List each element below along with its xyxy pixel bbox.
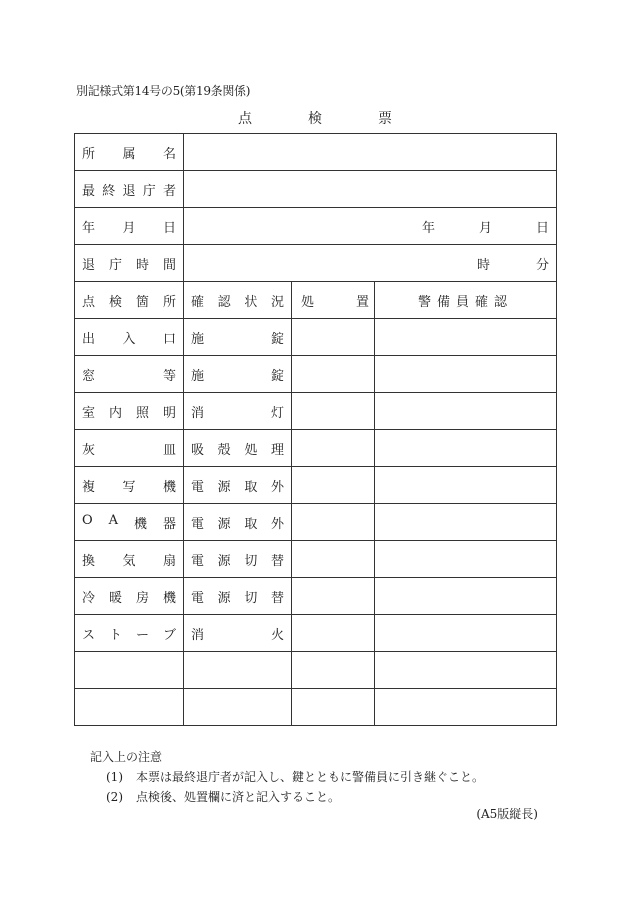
page-title	[0, 108, 630, 128]
action-cell[interactable]	[292, 319, 375, 356]
guard-confirm-cell[interactable]	[375, 541, 557, 578]
header-row	[75, 245, 557, 282]
table-row	[75, 652, 557, 689]
header-row-value[interactable]	[184, 134, 557, 171]
header-row-value[interactable]: 時 分	[184, 245, 557, 282]
title-char: 検	[308, 111, 322, 127]
check-status: 消 灯	[191, 405, 284, 421]
inspection-table	[74, 133, 557, 726]
check-status: 電 源 取 外	[191, 516, 284, 532]
title-char: 票	[378, 111, 392, 127]
inspection-place: 灰 皿	[82, 442, 176, 458]
table-row	[75, 615, 557, 652]
action-cell[interactable]	[292, 393, 375, 430]
header-row	[75, 171, 557, 208]
table-row	[75, 504, 557, 541]
guard-confirm-cell[interactable]	[375, 652, 557, 689]
inspection-place: 冷 暖 房 機	[82, 590, 176, 606]
guard-confirm-cell[interactable]	[375, 430, 557, 467]
guard-confirm-cell[interactable]	[375, 356, 557, 393]
table-row	[75, 430, 557, 467]
header-row-label: 年 月 日	[82, 220, 176, 236]
table-row	[75, 578, 557, 615]
title-char: 点	[238, 111, 252, 127]
notes-heading: 記入上の注意	[90, 750, 163, 764]
column-header: 確 認 状 況	[191, 294, 284, 310]
check-status: 電 源 切 替	[191, 553, 284, 569]
action-cell[interactable]	[292, 356, 375, 393]
guard-confirm-cell[interactable]	[375, 578, 557, 615]
action-cell[interactable]	[292, 430, 375, 467]
check-status: 消 火	[191, 627, 284, 643]
action-cell[interactable]	[292, 578, 375, 615]
header-row-label: 最 終 退 庁 者	[82, 183, 176, 199]
table-row	[75, 541, 557, 578]
check-status: 電 源 切 替	[191, 590, 284, 606]
guard-confirm-cell[interactable]	[375, 504, 557, 541]
column-header: 警備員確認	[417, 294, 513, 310]
table-row	[75, 319, 557, 356]
table-row	[75, 393, 557, 430]
note-item	[90, 787, 484, 807]
guard-confirm-cell[interactable]	[375, 615, 557, 652]
note-number: (1)	[106, 770, 123, 784]
check-status: 吸 殻 処 理	[191, 442, 284, 458]
check-status: 電 源 取 外	[191, 479, 284, 495]
inspection-place: O A 機 器	[82, 512, 176, 532]
form-reference: 別記様式第14号の5(第19条関係)	[76, 84, 251, 98]
action-cell[interactable]	[292, 541, 375, 578]
size-note: (A5版縦長)	[476, 807, 538, 821]
note-text: 本票は最終退庁者が記入し、鍵とともに警備員に引き継ぐこと。	[136, 770, 485, 784]
note-number: (2)	[106, 790, 123, 804]
table-row	[75, 689, 557, 726]
header-row	[75, 208, 557, 245]
column-header-row	[75, 282, 557, 319]
table-row	[75, 467, 557, 504]
guard-confirm-cell[interactable]	[375, 319, 557, 356]
action-cell[interactable]	[292, 689, 375, 726]
inspection-place: 窓 等	[82, 368, 176, 384]
action-cell[interactable]	[292, 615, 375, 652]
inspection-place: 換 気 扇	[82, 553, 176, 569]
note-text: 点検後、処置欄に済と記入すること。	[136, 790, 341, 804]
inspection-place: 室 内 照 明	[82, 405, 176, 421]
action-cell[interactable]	[292, 504, 375, 541]
guard-confirm-cell[interactable]	[375, 689, 557, 726]
column-header: 処 置	[301, 294, 369, 310]
inspection-place: ス ト ー ブ	[82, 627, 176, 643]
check-status: 施 錠	[191, 368, 284, 384]
guard-confirm-cell[interactable]	[375, 393, 557, 430]
inspection-place: 複 写 機	[82, 479, 176, 495]
check-status: 施 錠	[191, 331, 284, 347]
inspection-place: 出 入 口	[82, 331, 176, 347]
note-item	[90, 767, 484, 787]
header-row	[75, 134, 557, 171]
header-row-value[interactable]	[184, 171, 557, 208]
header-row-value[interactable]: 年 月 日	[184, 208, 557, 245]
action-cell[interactable]	[292, 467, 375, 504]
notes-section	[90, 747, 484, 807]
guard-confirm-cell[interactable]	[375, 467, 557, 504]
header-row-label: 退 庁 時 間	[82, 257, 176, 273]
header-row-label: 所 属 名	[82, 146, 176, 162]
column-header: 点 検 箇 所	[82, 294, 176, 310]
action-cell[interactable]	[292, 652, 375, 689]
table-row	[75, 356, 557, 393]
